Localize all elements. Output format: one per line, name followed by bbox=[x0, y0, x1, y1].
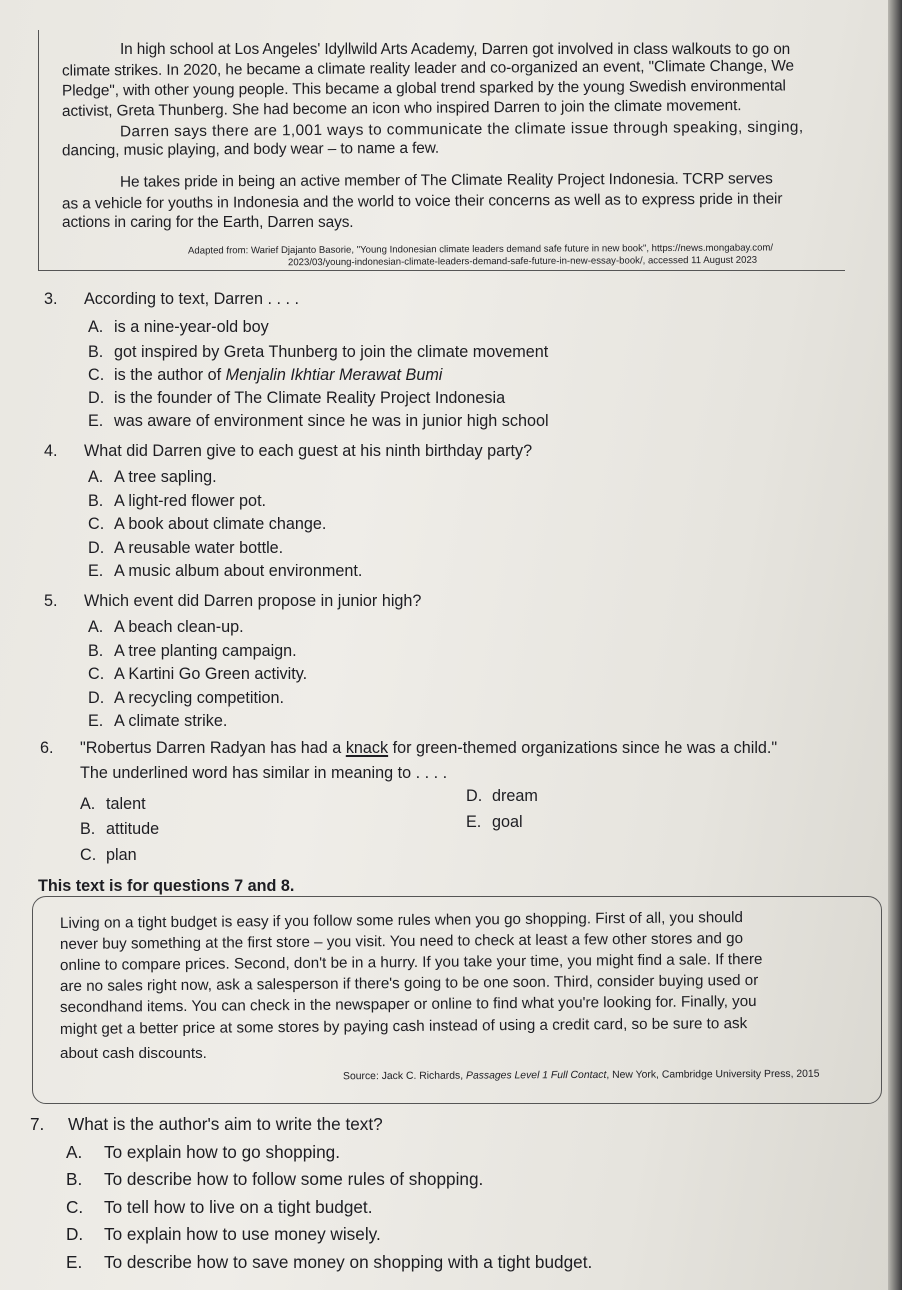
passage-2-line: online to compare prices. Second, don't be in a hurry. If you take your time, you might find a sale. If there bbox=[59, 950, 763, 975]
question-7-option-e[interactable]: E. To describe how to save money on shopping with a tight budget. bbox=[66, 1252, 593, 1272]
question-4-option-e[interactable]: E. A music album about environment. bbox=[88, 562, 363, 580]
question-3-number: 3. bbox=[44, 290, 58, 308]
question-4-option-c[interactable]: C. A book about climate change. bbox=[88, 515, 327, 533]
passage-1-line: Pledge", with other young people. This became a global trend sparked by the young Swedish environmental bbox=[61, 77, 786, 100]
passage-2-line: are no sales right now, ask a salesperson if there's going to be one soon. Third, consider buying used or bbox=[59, 971, 759, 996]
question-4-option-d[interactable]: D. A reusable water bottle. bbox=[88, 539, 284, 557]
question-5-option-a[interactable]: A. A beach clean-up. bbox=[88, 618, 244, 636]
question-3-option-b[interactable]: B. got inspired by Greta Thunberg to join the climate movement bbox=[88, 343, 549, 361]
question-7-option-b[interactable]: B. To describe how to follow some rules of shopping. bbox=[66, 1169, 484, 1189]
question-6-stem: "Robertus Darren Radyan has had a knack for green-themed organizations since he was a child." bbox=[80, 739, 778, 757]
page-edge-shadow bbox=[888, 0, 902, 1290]
passage-1-source: 2023/03/young-indonesian-climate-leaders-demand-safe-future-in-new-essay-book/, accessed 11 August 2023 bbox=[287, 254, 758, 269]
question-3-option-d[interactable]: D. is the founder of The Climate Reality Project Indonesia bbox=[88, 389, 506, 407]
passage-2-line: secondhand items. You can check in the newspaper or online to find what you're looking for. Finally, you bbox=[59, 992, 757, 1017]
passage-1-line: actions in caring for the Earth, Darren says. bbox=[62, 214, 354, 231]
passage-1-line: Darren says there are 1,001 ways to communicate the climate issue through speaking, singing, bbox=[119, 118, 804, 141]
question-5-number: 5. bbox=[44, 592, 58, 610]
question-5-option-d[interactable]: D. A recycling competition. bbox=[88, 689, 285, 707]
question-5-stem: Which event did Darren propose in junior high? bbox=[84, 592, 422, 610]
passage-2-line: might get a better price at some stores by paying cash instead of using a credit card, so be sure to ask bbox=[59, 1015, 748, 1038]
passage-1-line: climate strikes. In 2020, he became a climate reality leader and co-organized an event, "Climate Change, We bbox=[61, 57, 794, 80]
section-heading: This text is for questions 7 and 8. bbox=[38, 877, 295, 895]
question-3-option-c[interactable]: C. is the author of Menjalin Ikhtiar Merawat Bumi bbox=[88, 366, 443, 384]
question-5-option-c[interactable]: C. A Kartini Go Green activity. bbox=[88, 665, 308, 683]
question-6-number: 6. bbox=[40, 739, 54, 757]
question-3-stem: According to text, Darren . . . . bbox=[84, 290, 300, 308]
question-4-option-b[interactable]: B. A light-red flower pot. bbox=[88, 492, 267, 510]
question-3-option-a[interactable]: A. is a nine-year-old boy bbox=[88, 318, 269, 336]
passage-1-line: as a vehicle for youths in Indonesia and the world to voice their concerns as well as to express pride in their bbox=[61, 190, 783, 213]
question-6-stem-line2: The underlined word has similar in meaning to . . . . bbox=[80, 764, 448, 782]
passage-2-source: Source: Jack C. Richards, Passages Level 1 Full Contact, New York, Cambridge University Press, 2015 bbox=[342, 1068, 820, 1083]
passage-1-line: dancing, music playing, and body wear – to name a few. bbox=[61, 139, 440, 160]
book-title: Menjalin Ikhtiar Merawat Bumi bbox=[225, 366, 443, 384]
passage-2-line: about cash discounts. bbox=[60, 1045, 207, 1062]
question-7-option-d[interactable]: D. To explain how to use money wisely. bbox=[66, 1224, 381, 1244]
passage-2-line: never buy something at the first store – you visit. You need to check at least a few other stores and go bbox=[59, 930, 744, 953]
question-7-stem: What is the author's aim to write the text? bbox=[68, 1114, 383, 1134]
question-5-option-b[interactable]: B. A tree planting campaign. bbox=[88, 642, 297, 660]
passage-1-line: He takes pride in being an active member of The Climate Reality Project Indonesia. TCRP serves bbox=[119, 170, 773, 191]
question-6-option-d[interactable]: D. dream bbox=[466, 787, 538, 805]
underlined-word: knack bbox=[345, 739, 389, 757]
passage-2-line: Living on a tight budget is easy if you follow some rules when you go shopping. First of all, you should bbox=[59, 909, 744, 932]
question-7-option-a[interactable]: A. To explain how to go shopping. bbox=[66, 1142, 341, 1162]
question-7-number: 7. bbox=[30, 1114, 45, 1134]
question-4-number: 4. bbox=[44, 442, 58, 460]
question-6-option-e[interactable]: E. goal bbox=[466, 813, 523, 831]
question-6-option-b[interactable]: B. attitude bbox=[80, 820, 160, 838]
passage-1-line: In high school at Los Angeles' Idyllwild Arts Academy, Darren got involved in class walkouts to go on bbox=[120, 41, 791, 58]
question-4-stem: What did Darren give to each guest at his ninth birthday party? bbox=[84, 442, 533, 460]
question-7-option-c[interactable]: C. To tell how to live on a tight budget. bbox=[66, 1197, 373, 1217]
passage-1-source: Adapted from: Warief Djajanto Basorie, "Young Indonesian climate leaders demand safe future in new book", https://news.mongabay.com/ bbox=[187, 242, 774, 257]
question-6-option-c[interactable]: C. plan bbox=[80, 846, 137, 864]
question-4-option-a[interactable]: A. A tree sapling. bbox=[88, 468, 217, 486]
question-3-option-e[interactable]: E. was aware of environment since he was in junior high school bbox=[88, 412, 549, 430]
question-5-option-e[interactable]: E. A climate strike. bbox=[88, 712, 228, 730]
question-6-option-a[interactable]: A. talent bbox=[80, 795, 146, 813]
passage-1-line: activist, Greta Thunberg. She had become an icon who inspired Darren to join the climate movement. bbox=[61, 97, 742, 120]
